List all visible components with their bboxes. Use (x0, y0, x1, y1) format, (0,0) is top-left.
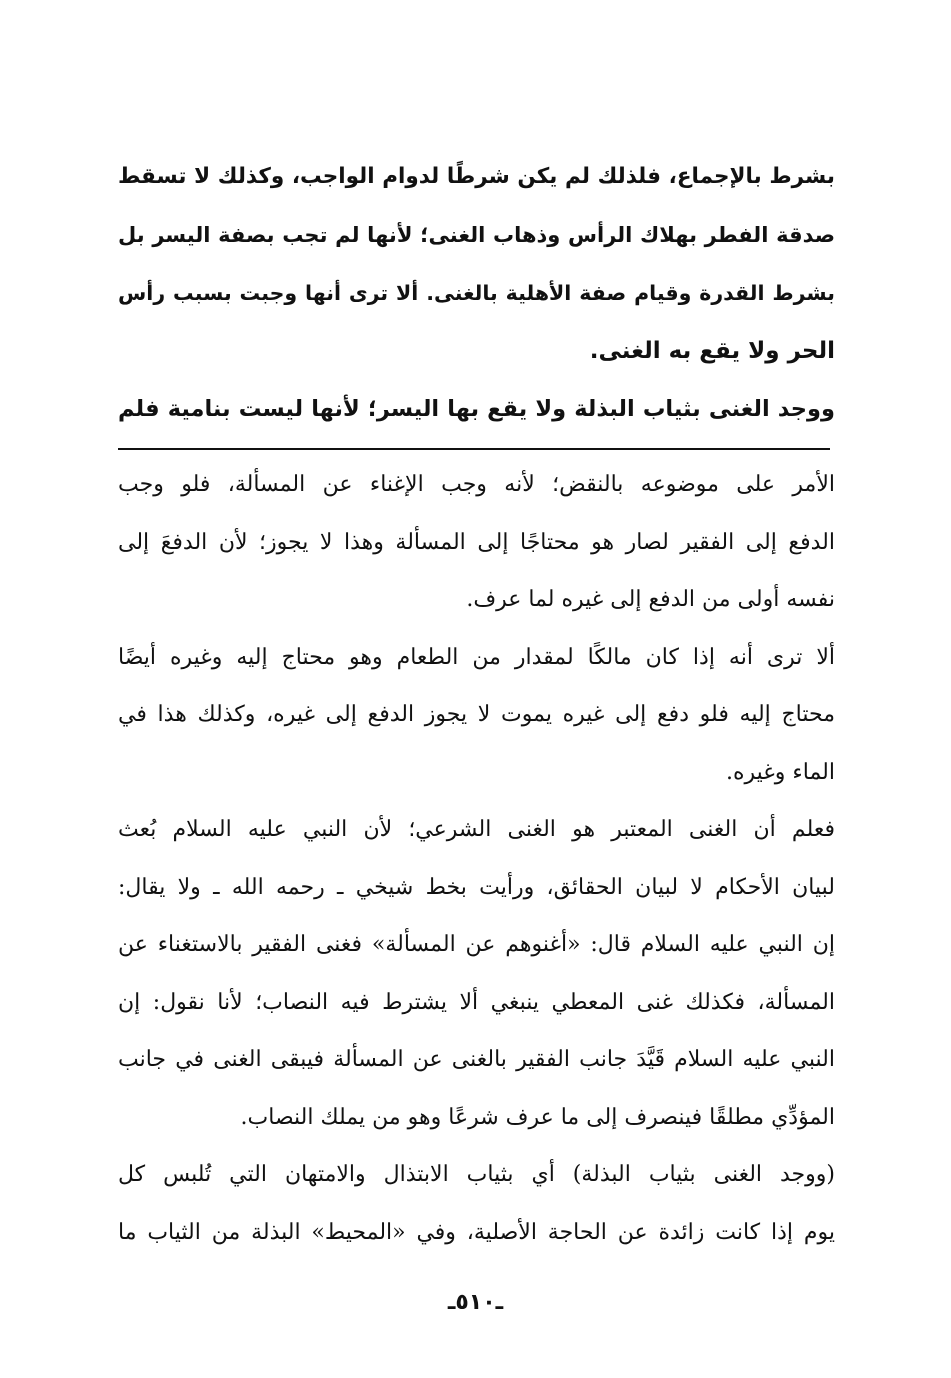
footnote-line: النبي عليه السلام قَيَّدَ جانب الفقير بالغنى عن المسألة فيبقى الغنى في جانب (118, 1047, 835, 1072)
footnote-line: إن النبي عليه السلام قال: «أغنوهم عن المسألة» فغنى الفقير بالاستغناء عن (118, 932, 835, 957)
footnote-line: المسألة، فكذلك غنى المعطي ينبغي ألا يشترط فيه النصاب؛ لأنا نقول: إن (118, 989, 835, 1015)
main-line: بشرط القدرة وقيام صفة الأهلية بالغنى. ألا ترى أنها وجبت بسبب رأس (118, 281, 835, 305)
main-line: الحر ولا يقع به الغنى. (589, 338, 835, 364)
footnote-line: فعلم أن الغنى المعتبر هو الغنى الشرعي؛ لأن النبي عليه السلام بُعث (118, 817, 835, 842)
footnote-line: (ووجد الغنى بثياب البذلة) أي بثياب الابتذال والامتهان التي تُلبس كل (118, 1162, 835, 1187)
footnote-divider (118, 448, 830, 450)
main-line: ووجد الغنى بثياب البذلة ولا يقع بها اليسر؛ لأنها ليست بنامية فلم (118, 396, 835, 422)
footnote-line: الدفع إلى الفقير لصار هو محتاجًا إلى المسألة وهذا لا يجوز؛ لأن الدفعَ إلى (118, 529, 835, 555)
footnote-line: محتاج إليه فلو دفع إلى غيره يموت لا يجوز الدفع إلى غيره، وكذلك هذا في (118, 702, 835, 727)
main-line: صدقة الفطر بهلاك الرأس وذهاب الغنى؛ لأنها لم تجب بصفة اليسر بل (118, 223, 835, 247)
footnote-line: يوم إذا كانت زائدة عن الحاجة الأصلية، وفي «المحيط» البذلة من الثياب ما (118, 1219, 835, 1245)
footnote-line: لبيان الأحكام لا لبيان الحقائق، ورأيت بخط شيخي ـ رحمه الله ـ ولا يقال: (118, 874, 835, 900)
main-text (118, 148, 835, 438)
footnote-line: المؤدِّي مطلقًا فينصرف إلى ما عرف شرعًا وهو من يملك النصاب. (240, 1104, 835, 1130)
footnote-line: ألا ترى أنه إذا كان مالكًا لمقدار من الطعام وهو محتاج إليه وغيره أيضًا (118, 644, 835, 670)
page-number: ـ٥١٠ـ (447, 1290, 504, 1315)
footnotes (118, 456, 835, 1261)
footnote-line: نفسه أولى من الدفع إلى غيره لما عرف. (466, 587, 835, 612)
main-line: بشرط بالإجماع، فلذلك لم يكن شرطًا لدوام الواجب، وكذلك لا تسقط (118, 164, 835, 189)
footnote-line: الأمر على موضوعه بالنقض؛ لأنه وجب الإغناء عن المسألة، فلو وجب (118, 472, 835, 497)
footnote-line: الماء وغيره. (725, 759, 835, 785)
